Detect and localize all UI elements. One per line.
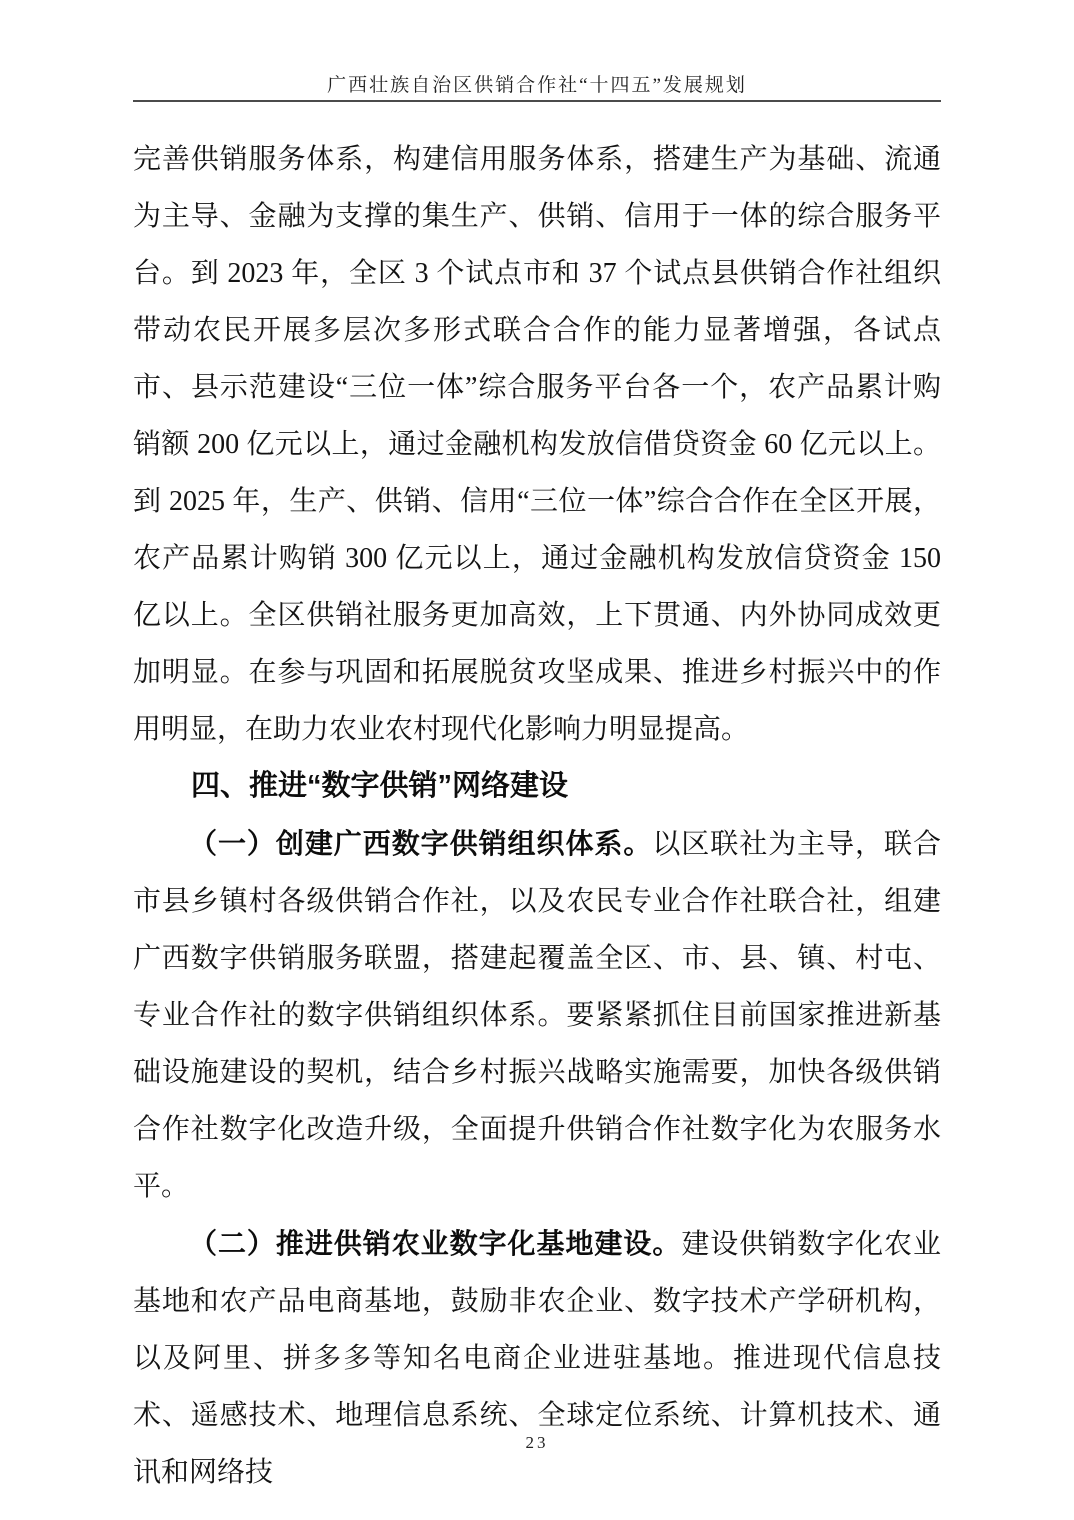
paragraph-item-1-text: 以区联社为主导，联合市县乡镇村各级供销合作社，以及农民专业合作社联合社，组建广西数字供销服务联盟，搭建起覆盖全区、市、县、镇、村屯、专业合作社的数字供销组织体系。要紧紧抓住目前国家推进新基础设施建设的契机，结合乡村振兴战略实施需要，加快各级供销合作社数字化改造升级，全面提升供销合作社数字化为农服务水平。 (133, 829, 941, 1202)
section-heading: 四、推进“数字供销”网络建设 (191, 770, 569, 802)
header-rule (133, 100, 941, 102)
page-number: 23 (525, 1433, 549, 1452)
paragraph-continuation: 完善供销服务体系，构建信用服务体系，搭建生产为基础、流通为主导、金融为支撑的集生产、供销、信用于一体的综合服务平台。到 2023 年，全区 3 个试点市和 37 个试点县供销合作社组织带动农民开展多层次多形式联合合作的能力显著增强，各试点市、县示范建设“三位一体”综合服务平台各一个，农产品累计购销额 200 亿元以上，通过金融机构发放信借贷资金 60 亿元以上。到 2025 年，生产、供销、信用“三位一体”综合合作在全区开展，农产品累计购销 300 亿元以上，通过金融机构发放信贷资金 150 亿以上。全区供销社服务更加高效，上下贯通、内外协同成效更加明显。在参与巩固和拓展脱贫攻坚成果、推进乡村振兴中的作用明显，在助力农业农村现代化影响力明显提高。 (133, 144, 941, 745)
document-body (133, 131, 941, 1501)
paragraph-item-1 (133, 815, 941, 1215)
paragraph-item-2-lead: （二）推进供销农业数字化基地建设。 (189, 1228, 682, 1259)
paragraph-item-1-lead: （一）创建广西数字供销组织体系。 (189, 828, 653, 859)
page-footer (0, 1433, 1074, 1453)
page-header-title: 广西壮族自治区供销合作社“十四五”发展规划 (327, 75, 747, 96)
paragraph-item-2-text: 建设供销数字化农业基地和农产品电商基地，鼓励非农企业、数字技术产学研机构，以及阿里、拼多多等知名电商企业进驻基地。推进现代信息技术、遥感技术、地理信息系统、全球定位系统、计算机技术、通讯和网络技 (133, 1229, 941, 1488)
paragraph-item-2 (133, 1215, 941, 1501)
